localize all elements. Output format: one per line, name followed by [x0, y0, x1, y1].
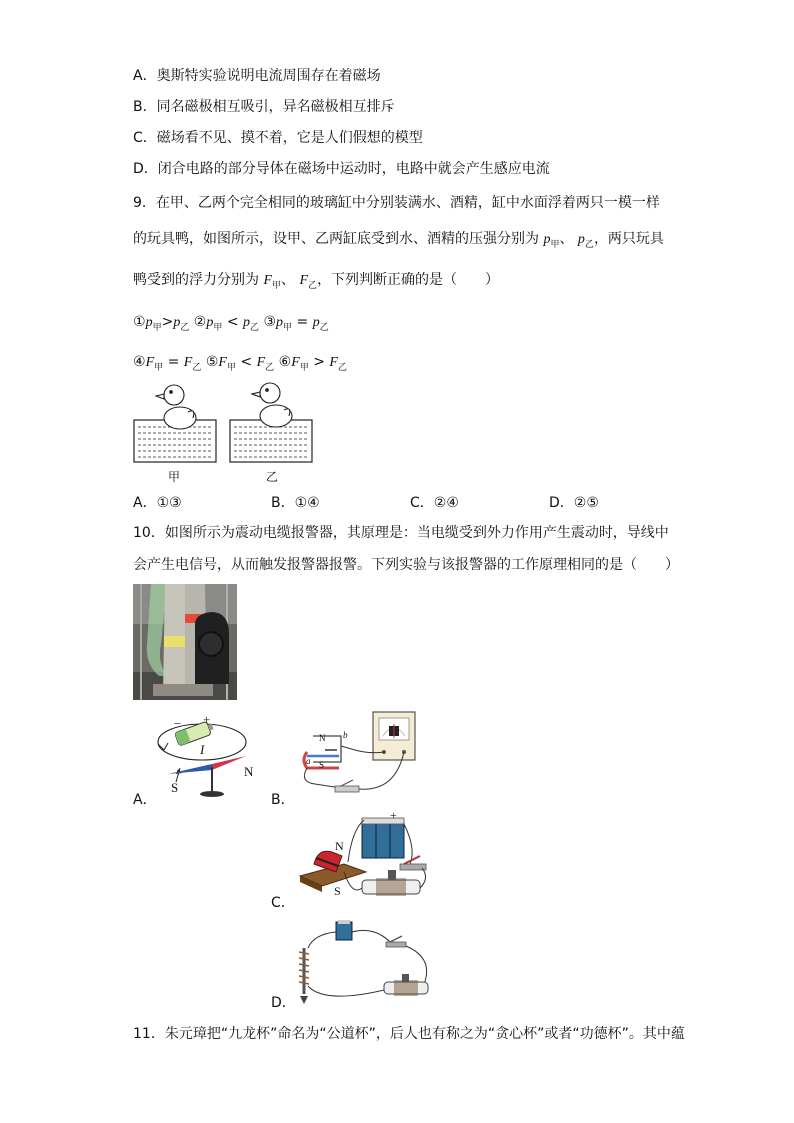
q9-stem-line3: 鸭受到的浮力分别为 $F_甲$、 $F_乙$，下列判断正确的是（ ）: [133, 272, 500, 291]
q9-statements-4-6: $④F_甲 = F_乙$ $⑤F_甲 < F_乙$ $⑥F_甲 > F_乙$: [133, 354, 347, 373]
q10-stem-line2: 会产生电信号，从而触发报警器报警。下列实验与该报警器的工作原理相同的是（ ）: [133, 557, 679, 573]
q8-option-a: A．奥斯特实验说明电流周围存在着磁场: [133, 68, 381, 84]
fig-a-minus-label: −: [174, 716, 182, 731]
q9-choice-b: B．①④: [271, 495, 320, 511]
q10-figure-b-induction: [295, 710, 420, 802]
cable-alarm-photo: [133, 584, 237, 700]
q10-figure-d-electromagnet: [294, 918, 434, 1010]
q10-choice-c: C．: [271, 895, 295, 911]
q8-option-c: C．磁场看不见、摸不着，它是人们假想的模型: [133, 130, 423, 146]
q10-choice-a: A．: [133, 792, 157, 808]
q10-stem-line1: 10．如图所示为震动电缆报警器，其原理是：当电缆受到外力作用产生震动时，导线中: [133, 525, 669, 541]
fig-c-s-label: S: [334, 884, 341, 898]
fig-b-b-label: b: [343, 730, 348, 740]
q11-stem-line1: 11．朱元璋把“九龙杯”命名为“公道杯”，后人也有称之为“贪心杯”或者“功德杯”。其中蕴: [133, 1026, 685, 1042]
q9-choice-a: A．①③: [133, 495, 182, 511]
q9-choice-d: D．②⑤: [549, 495, 599, 511]
duck-jia: [156, 385, 196, 429]
q10-choice-d: D．: [271, 995, 296, 1011]
fig-b-n-label: N: [319, 733, 326, 743]
fig-a-current-label: I: [200, 742, 205, 757]
fig-a-plus-label: +: [203, 712, 211, 727]
q9-figure-label-jia: 甲: [168, 470, 181, 484]
fig-c-plus-label: +: [390, 808, 397, 822]
q9-statements-1-3: $①p_甲>p_乙$ $②p_甲 < p_乙$ $③p_甲 = p_乙$: [133, 314, 329, 333]
fig-c-n-label: N: [335, 839, 344, 853]
fig-b-s-label: S: [319, 760, 325, 770]
q9-figure-label-yi: 乙: [266, 470, 279, 484]
q10-figure-c-motor: [296, 812, 438, 904]
q8-option-d: D．闭合电路的部分导体在磁场中运动时，电路中就会产生感应电流: [133, 161, 550, 177]
fig-a-n-label: N: [244, 764, 254, 779]
q9-choice-c: C．②④: [410, 495, 459, 511]
q9-duck-tanks-figure: [130, 380, 320, 485]
fig-b-a-label: a: [306, 756, 311, 766]
q9-stem-line1: 9．在甲、乙两个完全相同的玻璃缸中分别装满水、酒精，缸中水面浮着两只一模一样: [133, 195, 660, 211]
q8-option-b: B．同名磁极相互吸引，异名磁极相互排斥: [133, 99, 395, 115]
q9-stem-line2: 的玩具鸭，如图所示，设甲、乙两缸底受到水、酒精的压强分别为 $p_甲$、 $p_乙$，两只玩具: [133, 231, 664, 250]
fig-a-s-label: S: [171, 780, 179, 795]
q10-choice-b: B．: [271, 792, 295, 808]
